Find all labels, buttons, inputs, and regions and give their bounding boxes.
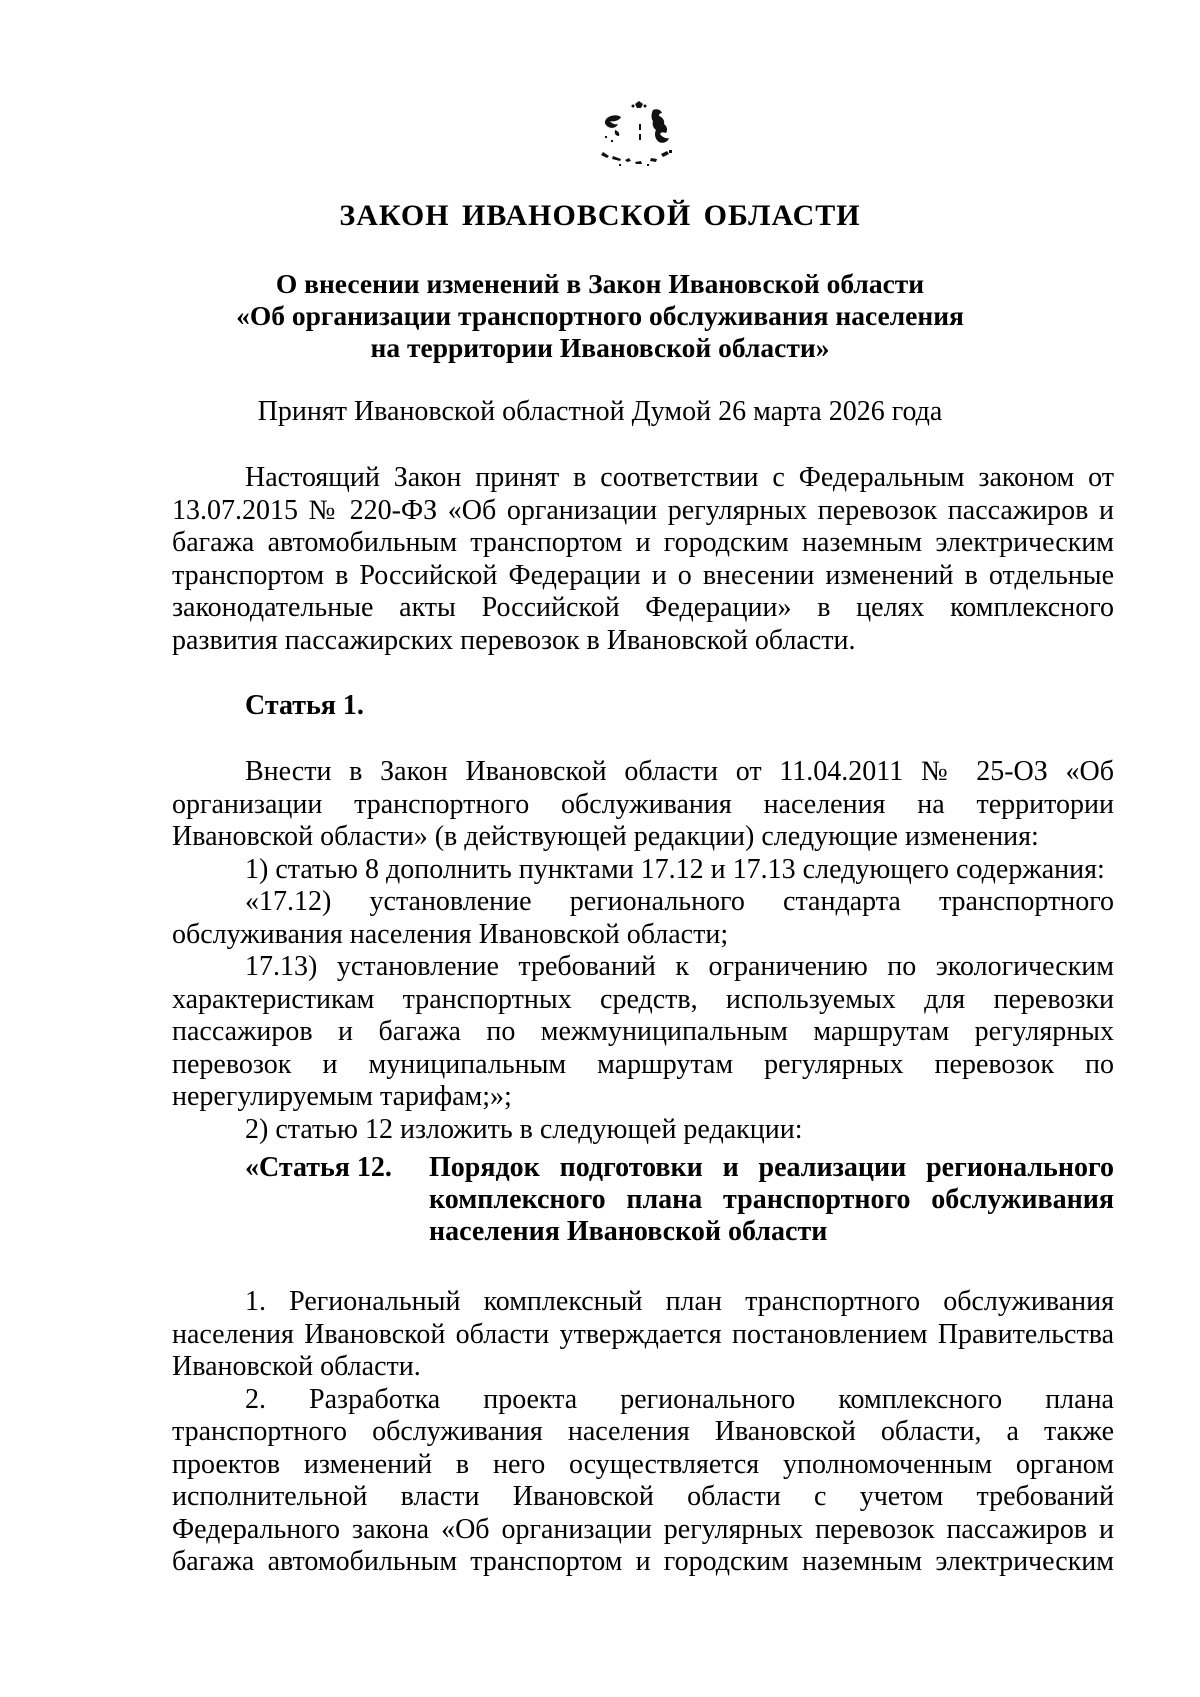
coat-of-arms-icon — [595, 100, 685, 182]
law-subject — [0, 268, 1200, 364]
article-1-intro: Внести в Закон Ивановской области от 11.04.2011 № 25-ОЗ «Об организации транспортного обслуживания населения на территории Ивановской области» (в действующей редакции) следующие изменения: — [172, 756, 1114, 852]
adoption-date-line: Принят Ивановской областной Думой 26 марта 2026 года — [257, 396, 943, 427]
item-1: 1) статью 8 дополнить пунктами 17.12 и 17.13 следующего содержания: — [245, 853, 1105, 885]
preamble-paragraph: Настоящий Закон принят в соответствии с Федеральным законом от 13.07.2015 № 220-ФЗ «Об организации регулярных перевозок пассажиров и багажа автомобильным транспортом и городским наземным электрическим транспортом в Российской Федерации и о внесении изменений в отдельные законодательные акты Российской Федерации» в целях комплексного развития пассажирских перевозок в Ивановской области. — [172, 462, 1114, 656]
article-12-point-1: 1. Региональный комплексный план транспортного обслуживания населения Ивановской области утверждается постановлением Правительства Ивановской области. — [172, 1286, 1114, 1382]
article-12-title-line-1: Порядок подготовки и реализации регионального — [429, 1152, 1114, 1183]
article-1-heading: Статья 1. — [245, 690, 364, 721]
subject-line-3: на территории Ивановской области» — [370, 332, 830, 363]
item-2: 2) статью 12 изложить в следующей редакции: — [245, 1113, 803, 1145]
law-title: ЗАКОН ИВАНОВСКОЙ ОБЛАСТИ — [339, 199, 861, 232]
article-12-point-2: 2. Разработка проекта регионального комплексного плана транспортного обслуживания населения Ивановской области, а также проектов изменений в него осуществляется уполномоченным органом исполнительной власти Ивановской области с учетом требований Федерального закона «Об организации регулярных перевозок пассажиров и багажа автомобильным транспортом и городским наземным электрическим — [172, 1383, 1114, 1577]
item-1-point-17-12: «17.12) установление регионального стандарта транспортного обслуживания населения Ивановской области; — [172, 886, 1114, 950]
preamble-block — [172, 462, 1114, 657]
article-12-title-line-2: комплексного плана транспортного обслуживания — [429, 1184, 1114, 1215]
article-12-body — [172, 1286, 1114, 1579]
article-1-body — [172, 756, 1114, 1146]
article-12-title — [429, 1152, 1114, 1248]
item-1-point-17-13: 17.13) установление требований к ограничению по экологическим характеристикам транспортных средств, используемых для перевозки пассажиров и багажа по межмуниципальным маршрутам регулярных перевозок и муниципальным маршрутам регулярных перевозок по нерегулируемым тарифам;»; — [172, 951, 1114, 1112]
subject-line-2: «Об организации транспортного обслуживания населения — [236, 300, 964, 331]
article-12-title-line-3: населения Ивановской области — [429, 1216, 828, 1247]
subject-line-1: О внесении изменений в Закон Ивановской области — [275, 268, 925, 299]
article-12-label: «Статья 12. — [245, 1152, 392, 1183]
